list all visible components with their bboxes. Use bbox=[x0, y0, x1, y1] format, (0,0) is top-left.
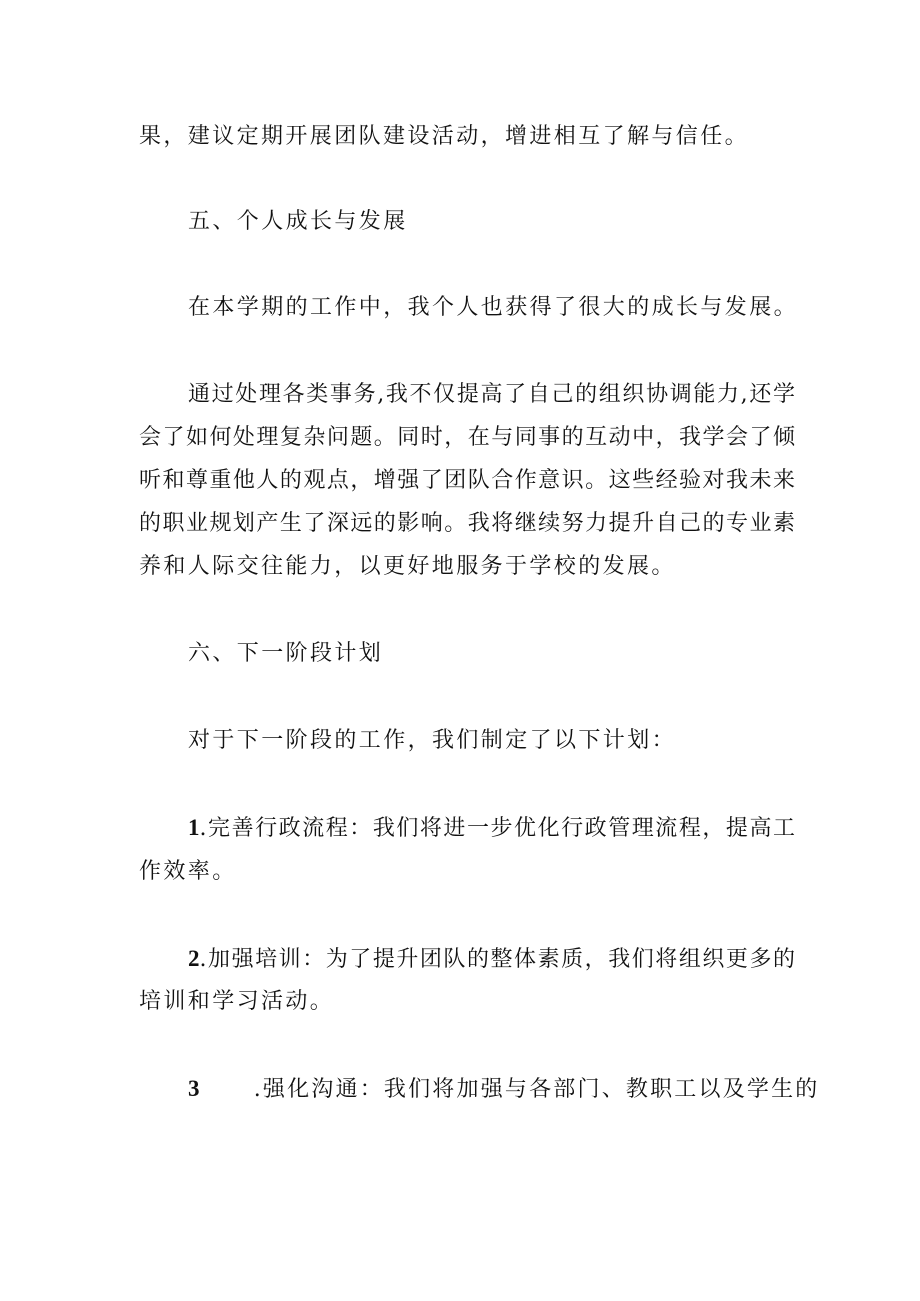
section-heading-6: 六、下一阶段计划 bbox=[188, 641, 384, 666]
section5-intro: 在本学期的工作中，我个人也获得了很大的成长与发展。 bbox=[188, 295, 799, 320]
plan-item-number: 3 bbox=[188, 1076, 202, 1101]
paragraph-line: 通过处理各类事务,我不仅提高了自己的组织协调能力,还学 bbox=[188, 382, 795, 407]
paragraph-line: 养和人际交往能力，以更好地服务于学校的发展。 bbox=[139, 554, 676, 579]
paragraph-continuation: 果，建议定期开展团队建设活动，增进相互了解与信任。 bbox=[139, 124, 750, 149]
plan-item-text: .强化沟通：我们将加强与各部门、教职工以及学生的 bbox=[253, 1077, 820, 1102]
paragraph-line: 的职业规划产生了深远的影响。我将继续努力提升自己的专业素 bbox=[139, 511, 795, 536]
plan-item-continuation: 作效率。 bbox=[139, 859, 237, 884]
plan-item-text: .加强培训：为了提升团队的整体素质，我们将组织更多的 bbox=[199, 947, 795, 972]
plan-item-text: .完善行政流程：我们将进一步优化行政管理流程，提高工 bbox=[199, 816, 795, 841]
plan-item-2 bbox=[188, 946, 795, 973]
plan-item-3 bbox=[188, 1076, 820, 1103]
plan-item-number: 1 bbox=[188, 815, 200, 840]
plan-item-continuation: 培训和学习活动。 bbox=[139, 989, 335, 1014]
paragraph-line: 会了如何处理复杂问题。同时，在与同事的互动中，我学会了倾 bbox=[139, 425, 795, 450]
plan-item-1 bbox=[188, 815, 795, 842]
section-heading-5: 五、个人成长与发展 bbox=[188, 209, 408, 234]
paragraph-line: 听和尊重他人的观点，增强了团队合作意识。这些经验对我未来 bbox=[139, 468, 795, 493]
plan-item-number: 2 bbox=[188, 946, 200, 971]
section6-intro: 对于下一阶段的工作，我们制定了以下计划： bbox=[188, 728, 677, 753]
